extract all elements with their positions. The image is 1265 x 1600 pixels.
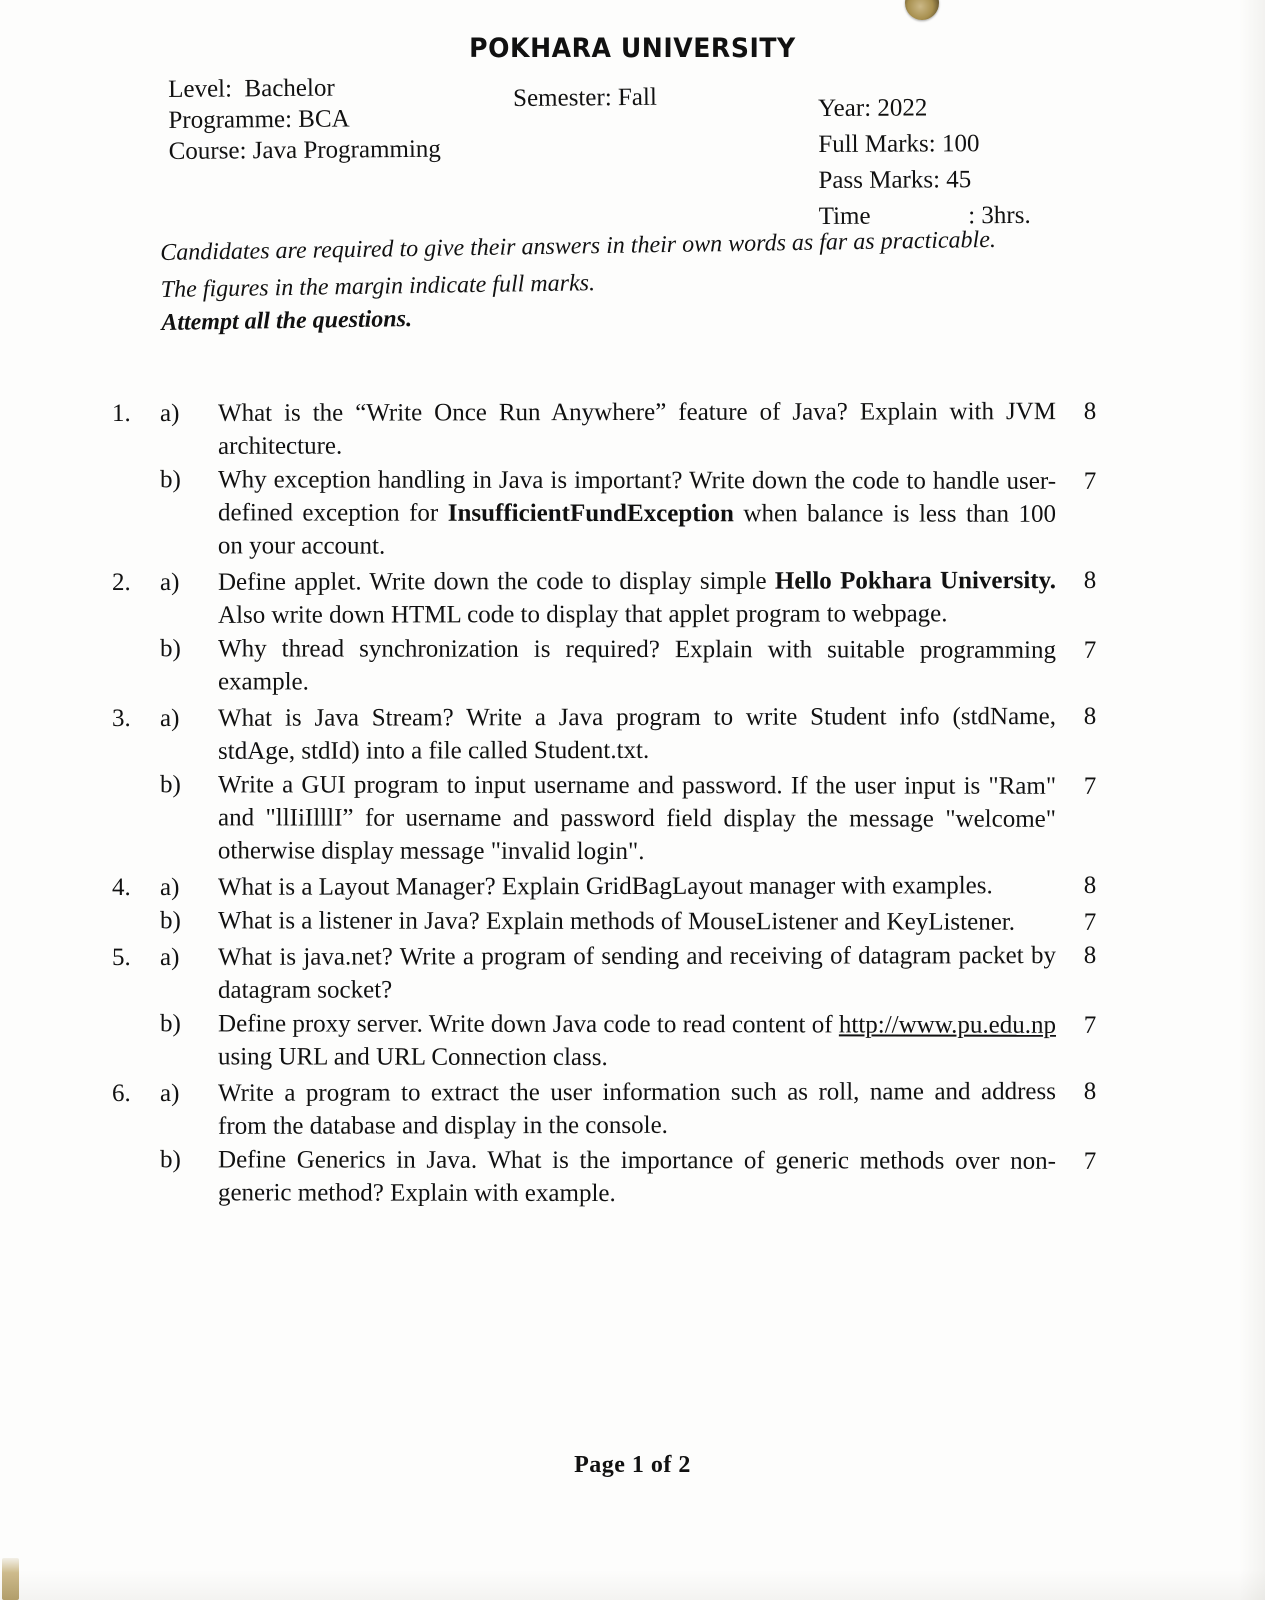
question-text-segment: What is java.net? Write a program of sending and receiving of datagram packet by datagram socket? bbox=[217, 942, 1056, 1004]
question-part-letter: a) bbox=[159, 873, 180, 901]
question-marks: 7 bbox=[1083, 772, 1097, 800]
question-group bbox=[110, 870, 1110, 938]
question-text-segment: What is a listener in Java? Explain methods of MouseListener and KeyListener. bbox=[217, 907, 1016, 936]
question-list bbox=[110, 396, 1110, 1212]
question-number: 6. bbox=[111, 1080, 131, 1108]
question-part-letter: b) bbox=[159, 907, 181, 935]
question-part-row bbox=[110, 1007, 1110, 1075]
scan-artifact-edge bbox=[2, 1558, 19, 1600]
question-part-letter: b) bbox=[160, 1146, 181, 1174]
question-part-row bbox=[110, 768, 1110, 869]
question-number: 1. bbox=[111, 400, 131, 428]
question-number: 5. bbox=[111, 944, 131, 972]
question-part-text bbox=[218, 939, 1062, 1007]
question-part-text bbox=[218, 564, 1062, 632]
question-part-letter: a) bbox=[159, 568, 180, 596]
meta-full-marks: Full Marks: 100 bbox=[818, 130, 980, 158]
question-group bbox=[110, 940, 1110, 1074]
question-part-text bbox=[218, 1007, 1062, 1074]
exam-meta-left bbox=[168, 72, 441, 167]
question-part-letter: a) bbox=[159, 1079, 180, 1107]
question-text-segment: What is the “Write Once Run Anywhere” feature of Java? Explain with JVM architecture. bbox=[217, 398, 1056, 460]
exam-meta-right bbox=[818, 90, 1031, 235]
meta-semester: Semester: Fall bbox=[513, 83, 657, 112]
question-part-text bbox=[218, 1075, 1062, 1143]
question-emphasis-text: Hello Pokhara University. bbox=[774, 567, 1057, 595]
meta-course-label: Course: bbox=[168, 137, 247, 165]
question-emphasis-text: InsufficientFundException bbox=[447, 499, 734, 528]
meta-level bbox=[168, 72, 440, 105]
question-text-segment: Define Generics in Java. What is the importance of generic methods over non-generic method? Explain with example. bbox=[217, 1146, 1057, 1208]
meta-year: Year: 2022 bbox=[818, 94, 928, 122]
exam-instructions bbox=[160, 224, 1041, 339]
question-part-row bbox=[110, 564, 1110, 632]
question-number: 3. bbox=[111, 705, 131, 733]
question-group bbox=[110, 701, 1110, 868]
question-part-row bbox=[110, 904, 1110, 939]
question-part-row bbox=[110, 395, 1110, 463]
question-part-text bbox=[218, 700, 1062, 768]
question-marks: 7 bbox=[1083, 1147, 1097, 1175]
meta-pass-marks: Pass Marks: 45 bbox=[818, 166, 972, 194]
question-marks: 7 bbox=[1083, 636, 1097, 664]
question-text-segment: Write a GUI program to input username and password. If the user input is "Ram" and "llIiIlllI” for username and password field display the message "welcome" otherwise display message "invalid login". bbox=[217, 771, 1057, 866]
question-marks: 7 bbox=[1083, 908, 1097, 936]
question-number: 2. bbox=[111, 569, 131, 597]
question-number: 4. bbox=[111, 874, 131, 902]
question-part-text bbox=[218, 1143, 1062, 1210]
question-part-text bbox=[218, 768, 1062, 868]
meta-course bbox=[169, 134, 441, 167]
meta-programme-value: BCA bbox=[298, 105, 350, 133]
question-text-segment: What is Java Stream? Write a Java program to write Student info (stdName, stdAge, stdId) into a file called Student.txt. bbox=[217, 703, 1056, 765]
question-part-row bbox=[110, 463, 1110, 564]
meta-programme bbox=[168, 103, 440, 136]
question-part-row bbox=[110, 1143, 1110, 1211]
question-part-letter: b) bbox=[160, 1010, 181, 1038]
scan-artifact-staple-icon bbox=[905, 0, 939, 20]
question-marks: 8 bbox=[1083, 871, 1097, 900]
instruction-line-1: Candidates are required to give their answers in their own words as far as practicable. bbox=[160, 226, 997, 266]
meta-level-label: Level: bbox=[168, 75, 233, 103]
question-part-letter: b) bbox=[160, 771, 181, 799]
meta-time-label: Time bbox=[818, 202, 871, 230]
question-marks: 8 bbox=[1083, 397, 1097, 426]
question-part-row bbox=[110, 939, 1110, 1007]
question-part-letter: a) bbox=[159, 943, 180, 971]
question-text-segment: Write a program to extract the user information such as roll, name and address from the database and display in the console. bbox=[217, 1078, 1056, 1140]
question-text-segment: Why thread synchronization is required? Explain with suitable programming example. bbox=[217, 635, 1057, 696]
question-part-row bbox=[110, 869, 1110, 904]
question-marks: 8 bbox=[1083, 566, 1097, 595]
question-text-segment: Define proxy server. Write down Java code to read content of bbox=[218, 1010, 839, 1039]
page-footer: Page 1 of 2 bbox=[574, 1452, 691, 1478]
meta-time-value: : 3hrs. bbox=[968, 201, 1031, 230]
question-text-segment: Why exception handling in Java is important? Write down the code to handle user-defined exception for bbox=[217, 466, 1057, 527]
question-part-letter: b) bbox=[160, 466, 181, 494]
question-part-text bbox=[218, 395, 1062, 463]
question-group bbox=[110, 396, 1110, 563]
question-text-segment: using URL and URL Connection class. bbox=[217, 1043, 608, 1071]
question-part-text bbox=[218, 463, 1062, 563]
question-part-letter: a) bbox=[159, 399, 180, 427]
instruction-line-2: The figures in the margin indicate full marks. bbox=[160, 270, 596, 303]
question-text-segment: when balance is less than 100 on your account. bbox=[217, 500, 1057, 560]
question-marks: 7 bbox=[1083, 1011, 1097, 1039]
question-marks: 7 bbox=[1083, 467, 1097, 495]
instruction-line-3: Attempt all the questions. bbox=[161, 306, 413, 336]
question-text-segment: Define applet. Write down the code to display simple bbox=[217, 567, 775, 596]
university-title: POKHARA UNIVERSITY bbox=[469, 33, 796, 64]
question-text-segment: What is a Layout Manager? Explain GridBagLayout manager with examples. bbox=[217, 872, 993, 901]
question-part-text bbox=[218, 904, 1062, 938]
question-part-letter: a) bbox=[159, 704, 180, 732]
question-part-text bbox=[218, 632, 1062, 699]
meta-programme-label: Programme: bbox=[168, 105, 293, 134]
question-group bbox=[110, 1076, 1110, 1210]
question-part-row bbox=[110, 700, 1110, 768]
question-part-text bbox=[218, 869, 1062, 904]
scan-edge-shading-right bbox=[1239, 0, 1265, 1600]
question-part-letter: b) bbox=[160, 635, 181, 663]
question-text-segment: Also write down HTML code to display that applet program to webpage. bbox=[218, 600, 948, 629]
question-part-row bbox=[110, 1075, 1110, 1143]
question-group bbox=[110, 565, 1110, 699]
scan-edge-shading-bottom bbox=[0, 1570, 1265, 1600]
question-marks: 8 bbox=[1083, 702, 1097, 731]
question-url-link[interactable]: http://www.pu.edu.np bbox=[838, 1011, 1057, 1039]
meta-course-value: Java Programming bbox=[252, 135, 441, 165]
question-marks: 8 bbox=[1083, 1077, 1097, 1106]
question-marks: 8 bbox=[1083, 941, 1097, 970]
meta-level-value: Bachelor bbox=[244, 74, 335, 103]
question-part-row bbox=[110, 632, 1110, 700]
